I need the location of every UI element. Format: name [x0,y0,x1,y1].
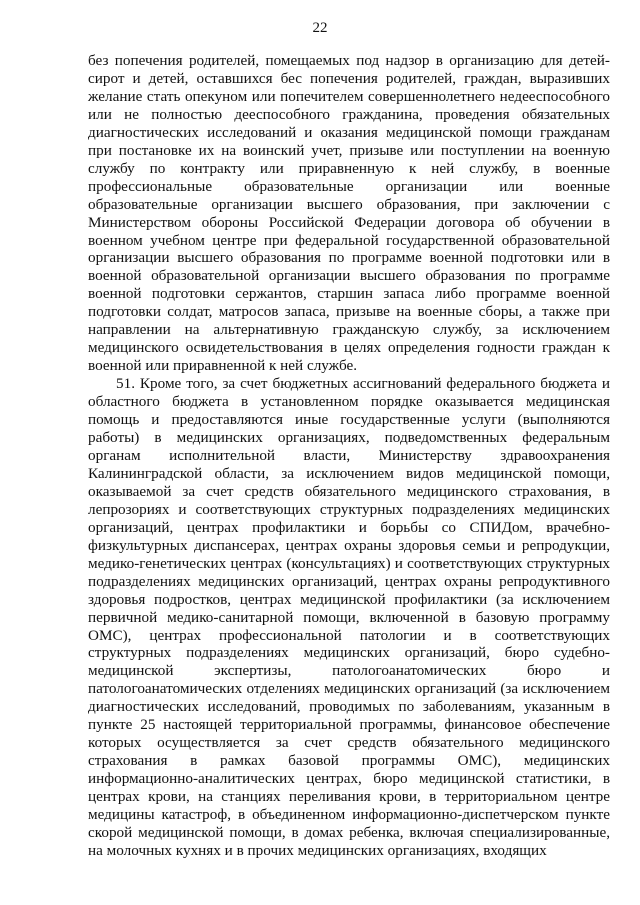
page-number: 22 [312,20,328,36]
paragraph-continuation: без попечения родителей, помещаемых под надзор в организацию для детей-сирот и детей, оставшихся бес попечения родителей, граждан, выразивших желание стать опекуном или попечителем совершеннолетнего недееспособного или не полностью дееспособного гражданина, проведения обязательных диагностических исследований и оказания медицинской помощи гражданам при постановке их на воинский учет, призыве или поступлении на военную службу по контракту или приравненную к ней службу, в военные профессиональные образовательные организации или военные образовательные организации высшего образования, при заключении с Министерством обороны Российской Федерации договора об обучении в военном учебном центре при федеральной государственной образовательной организации высшего образования по программе военной подготовки или в военной образовательной организации высшего образования по программе военной подготовки сержантов, старшин запаса либо программе военной подготовки солдат, матросов запаса, призыве на военные сборы, а также при направлении на альтернативную гражданскую службу, за исключением медицинского освидетельствования в целях определения годности граждан к военной или приравненной к ней службе. [88,52,610,375]
document-body [88,52,610,860]
paragraph-51: 51. Кроме того, за счет бюджетных ассигнований федерального бюджета и областного бюджета в установленном порядке оказывается медицинская помощь и предоставляются иные государственные услуги (выполняются работы) в медицинских организациях, подведомственных федеральным органам исполнительной власти, Министерству здравоохранения Калининградской области, за исключением видов медицинской помощи, оказываемой за счет средств обязательного медицинского страхования, в лепрозориях и соответствующих структурных подразделениях медицинских организаций, центрах профилактики и борьбы со СПИДом, врачебно-физкультурных диспансерах, центрах охраны здоровья семьи и репродукции, медико-генетических центрах (консультациях) и соответствующих структурных подразделениях медицинских организаций, центрах охраны репродуктивного здоровья подростков, центрах медицинской профилактики (за исключением первичной медико-санитарной помощи, включенной в базовую программу ОМС), центрах профессиональной патологии и в соответствующих структурных подразделениях медицинских организаций, бюро судебно-медицинской экспертизы, патологоанатомических бюро и патологоанатомических отделениях медицинских организаций (за исключением диагностических исследований, проводимых по заболеваниям, указанным в пункте 25 настоящей территориальной программы, финансовое обеспечение которых осуществляется за счет средств обязательного медицинского страхования в рамках базовой программы ОМС), медицинских информационно-аналитических центрах, бюро медицинской статистики, в центрах крови, на станциях переливания крови, в территориальном центре медицины катастроф, в объединенном информационно-диспетчерском пункте скорой медицинской помощи, в домах ребенка, включая специализированные, на молочных кухнях и в прочих медицинских организациях, входящих [88,375,610,859]
